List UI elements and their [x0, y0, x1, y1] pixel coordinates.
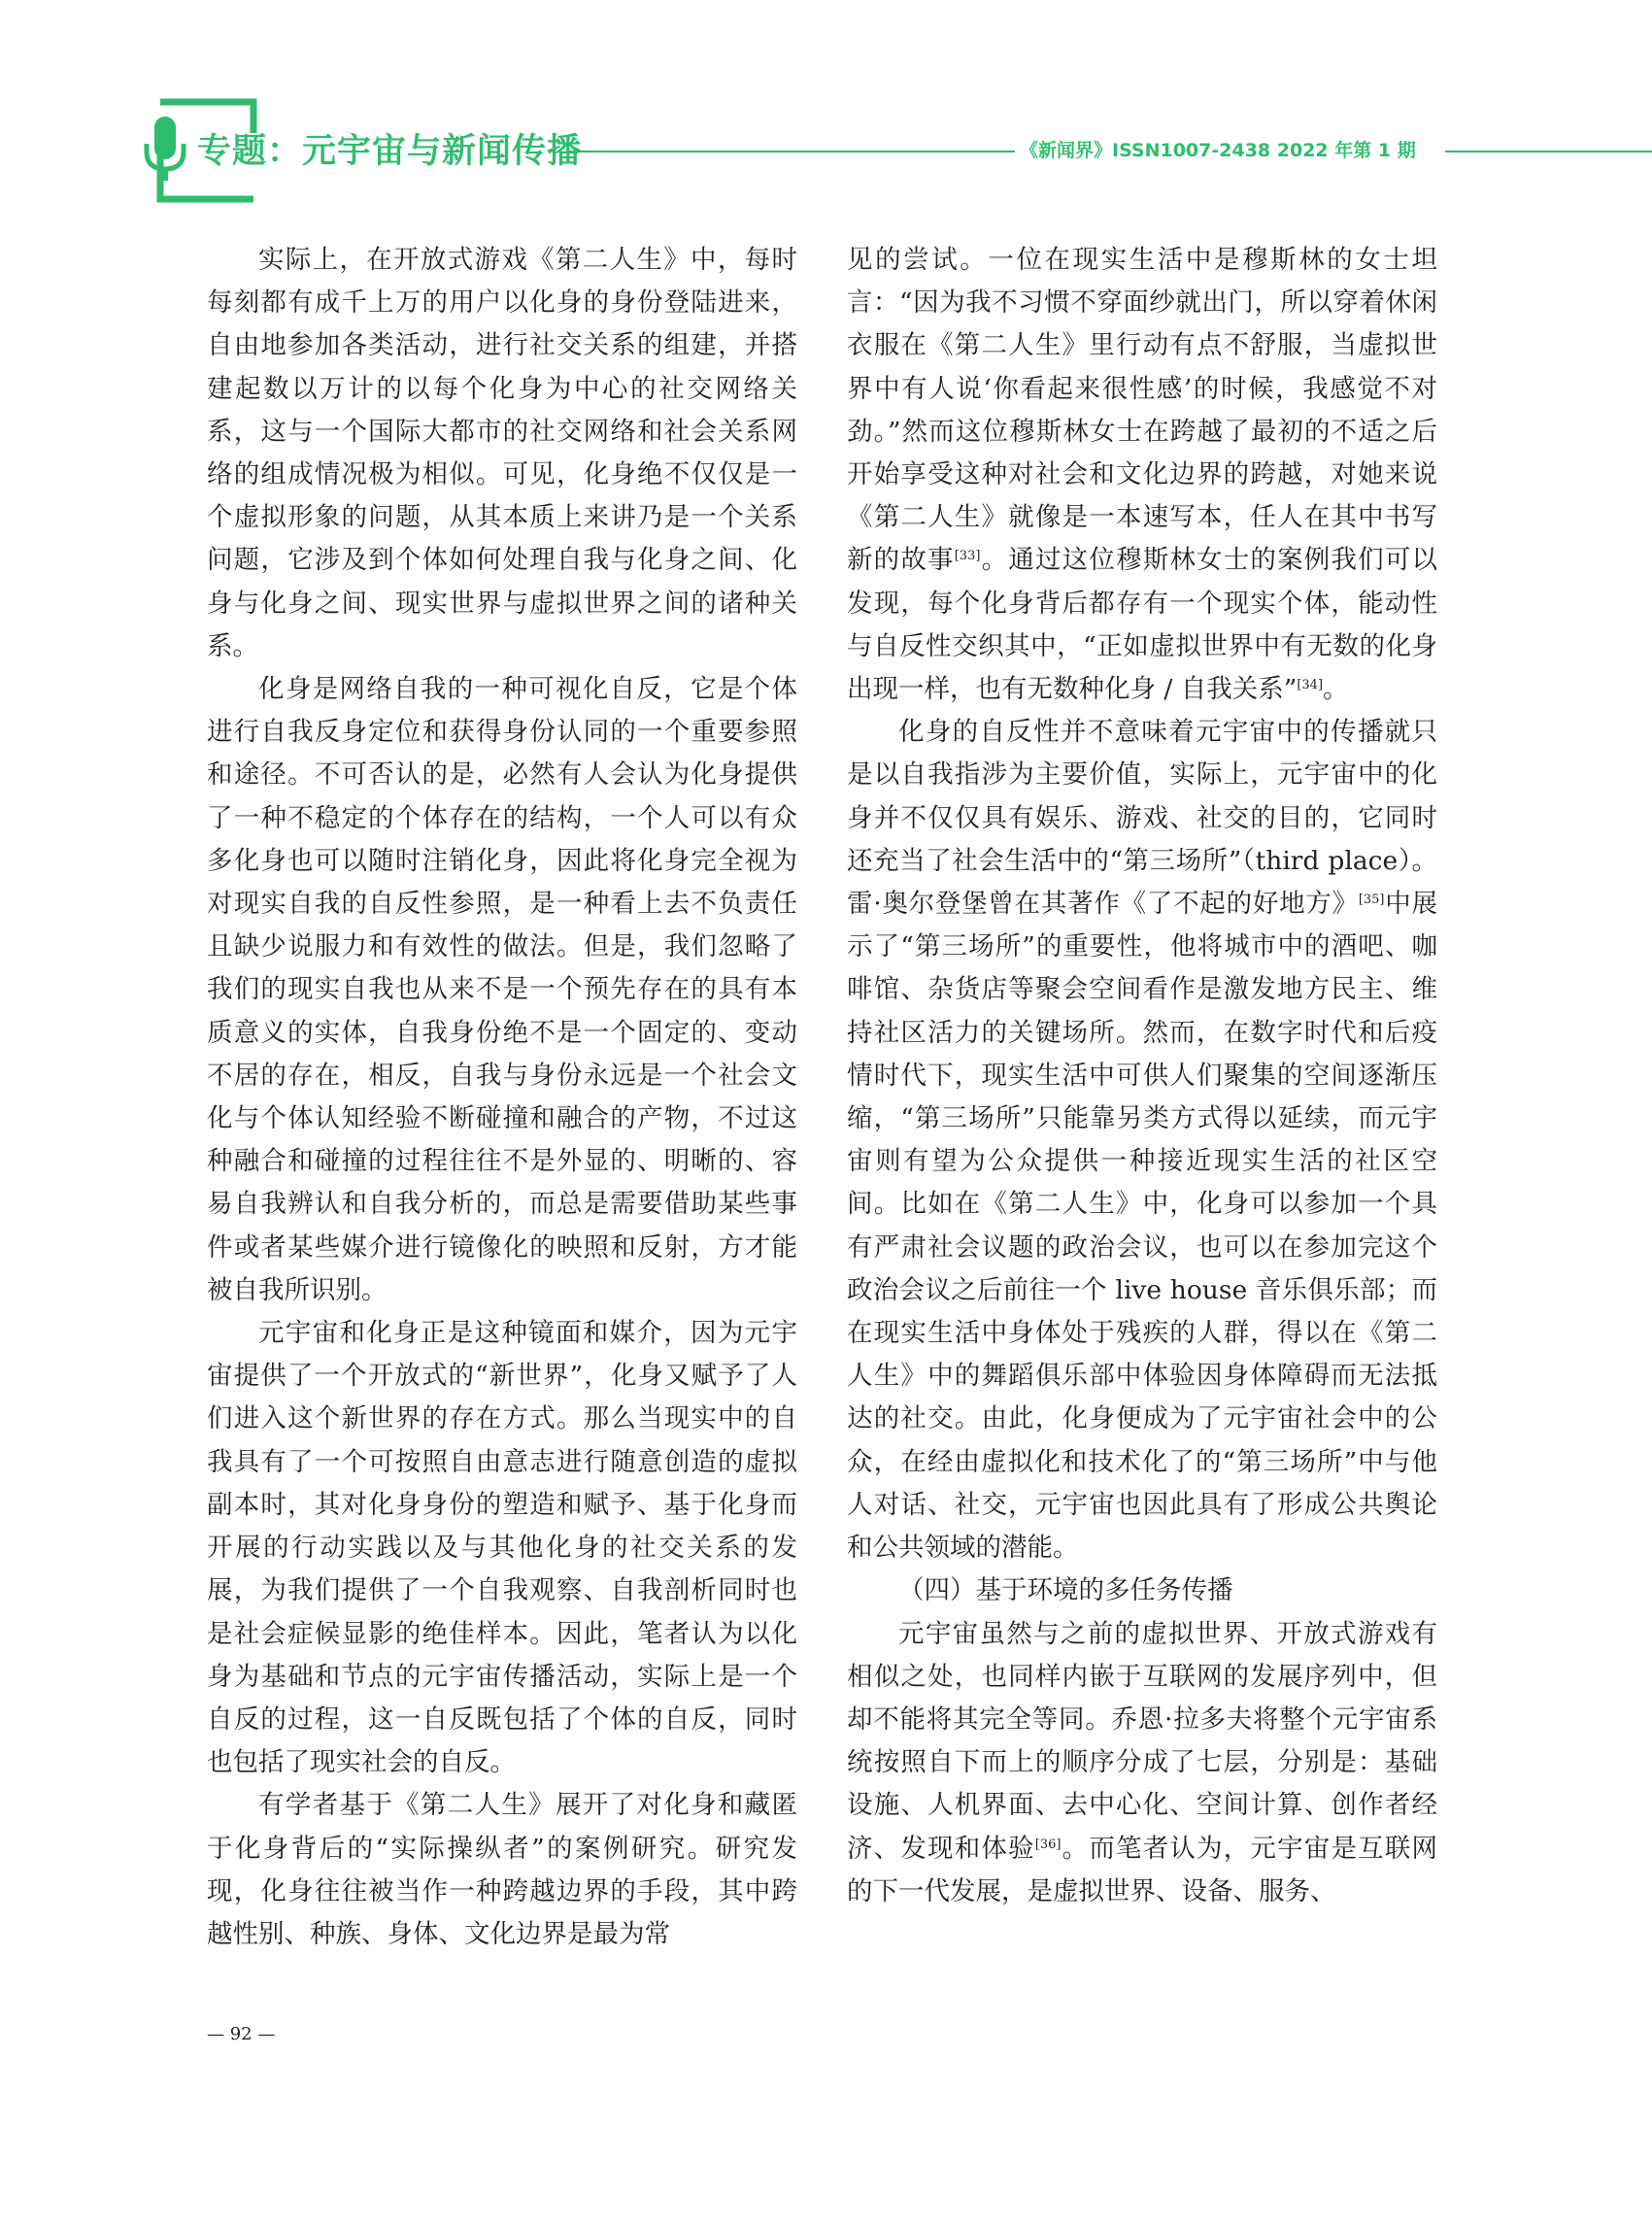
section-subheading: （四）基于环境的多任务传播	[898, 1575, 1233, 1606]
paragraph-text: 。	[1323, 674, 1349, 705]
body-paragraph: 元宇宙和化身正是这种镜面和媒介，因为元宇宙提供了一个开放式的“新世界”，化身又赋予了人们进入这个新世界的存在方式。那么当现实中的自我具有了一个可按照自由意志进行随意创造的虚拟副本时，其对化身身份的塑造和赋予、基于化身而开展的行动实践以及与其他化身的社交关系的发展，为我们提供了一个自我观察、自我剖析同时也是社会症候显影的绝佳样本。因此，笔者认为以化身为基础和节点的元宇宙传播活动，实际上是一个自反的过程，这一自反既包括了个体的自反，同时也包括了现实社会的自反。	[207, 1318, 797, 1778]
body-paragraph	[847, 239, 1437, 711]
citation-reference: [34]	[1297, 678, 1324, 693]
citation-reference: [33]	[954, 549, 981, 564]
body-paragraph: 化身是网络自我的一种可视化自反，它是个体进行自我反身定位和获得身份认同的一个重要参照和途径。不可否认的是，必然有人会认为化身提供了一种不稳定的个体存在的结构，一个人可以有众多化身也可以随时注销化身，因此将化身完全视为对现实自我的自反性参照，是一种看上去不负责任且缺少说服力和有效性的做法。但是，我们忽略了我们的现实自我也从来不是一个预先存在的具有本质意义的实体，自我身份绝不是一个固定的、变动不居的存在，相反，自我与身份永远是一个社会文化与个体认知经验不断碰撞和融合的产物，不过这种融合和碰撞的过程往往不是外显的、明晰的、容易自我辨认和自我分析的，而总是需要借助某些事件或者某些媒介进行镜像化的映照和反射，方才能被自我所识别。	[207, 674, 797, 1305]
journal-info: 《新闻界》ISSN1007-2438 2022 年第 1 期	[1020, 140, 1416, 161]
paragraph-text: 元宇宙虽然与之前的虚拟世界、开放式游戏有相似之处，也同样内嵌于互联网的发展序列中，但却不能将其完全等同。乔恩·拉多夫将整个元宇宙系统按照自下而上的顺序分成了七层，分别是：基础设施、人机界面、去中心化、空间计算、创作者经济、发现和体验	[847, 1618, 1437, 1864]
header-rule-left	[568, 151, 1015, 152]
citation-reference: [35]	[1358, 893, 1385, 908]
paragraph-text: 化身的自反性并不意味着元宇宙中的传播就只是以自我指涉为主要价值，实际上，元宇宙中的化身并不仅仅具有娱乐、游戏、社交的目的，它同时还充当了社会生活中的“第三场所”（third place）。雷·奥尔登堡曾在其著作《了不起的好地方》	[847, 717, 1437, 920]
paragraph-text: 。通过这位穆斯林女士的案例我们可以发现，每个化身背后都存有一个现实个体，能动性与自反性交织其中，“正如虚拟世界中有无数的化身出现一样，也有无数种化身 / 自我关系”	[847, 545, 1438, 705]
body-paragraph	[847, 711, 1437, 1569]
citation-reference: [36]	[1034, 1837, 1062, 1852]
microphone-icon	[144, 115, 192, 185]
paragraph-text: 。而笔者认为，元宇宙是互联网的下一代发展，是虚拟世界、设备、服务、	[847, 1833, 1438, 1906]
body-paragraph: 实际上，在开放式游戏《第二人生》中，每时每刻都有成千上万的用户以化身的身份登陆进来，自由地参加各类活动，进行社交关系的组建，并搭建起数以万计的以每个化身为中心的社交网络关系，这与一个国际大都市的社交网络和社会关系网络的组成情况极为相似。可见，化身绝不仅仅是一个虚拟形象的问题，从其本质上来讲乃是一个关系问题，它涉及到个体如何处理自我与化身之间、化身与化身之间、现实世界与虚拟世界之间的诸种关系。	[207, 245, 797, 661]
header-rule-right	[1445, 151, 1652, 152]
right-column	[847, 239, 1437, 1913]
body-paragraph	[847, 1613, 1437, 1913]
paragraph-text: 中展示了“第三场所”的重要性，他将城市中的酒吧、咖啡馆、杂货店等聚会空间看作是激发地方民主、维持社区活力的关键场所。然而，在数字时代和后疫情时代下，现实生活中可供人们聚集的空间逐渐压缩，“第三场所”只能靠另类方式得以延续，而元宇宙则有望为公众提供一种接近现实生活的社区空间。比如在《第二人生》中，化身可以参加一个具有严肃社会议题的政治会议，也可以在参加完这个政治会议之后前往一个 live house 音乐俱乐部；而在现实生活中身体处于残疾的人群，得以在《第二人生》中的舞蹈俱乐部中体验因身体障碍而无法抵达的社交。由此，化身便成为了元宇宙社会中的公众，在经由虚拟化和技术化了的“第三场所”中与他人对话、社交，元宇宙也因此具有了形成公共舆论和公共领域的潜能。	[847, 889, 1437, 1564]
page-number: — 92 —	[207, 2024, 276, 2044]
left-column	[207, 239, 797, 1956]
body-paragraph: 有学者基于《第二人生》展开了对化身和藏匿于化身背后的“实际操纵者”的案例研究。研究发现，化身往往被当作一种跨越边界的手段，其中跨越性别、种族、身体、文化边界是最为常	[207, 1790, 797, 1949]
section-title: 专题：元宇宙与新闻传播	[197, 132, 583, 171]
paragraph-text: 见的尝试。一位在现实生活中是穆斯林的女士坦言：“因为我不习惯不穿面纱就出门，所以穿着休闲衣服在《第二人生》里行动有点不舒服，当虚拟世界中有人说‘你看起来很性感’的时候，我感觉不对劲。”然而这位穆斯林女士在跨越了最初的不适之后开始享受这种对社会和文化边界的跨越，对她来说《第二人生》就像是一本速写本，任人在其中书写新的故事	[847, 245, 1437, 576]
page-header	[0, 0, 1652, 223]
